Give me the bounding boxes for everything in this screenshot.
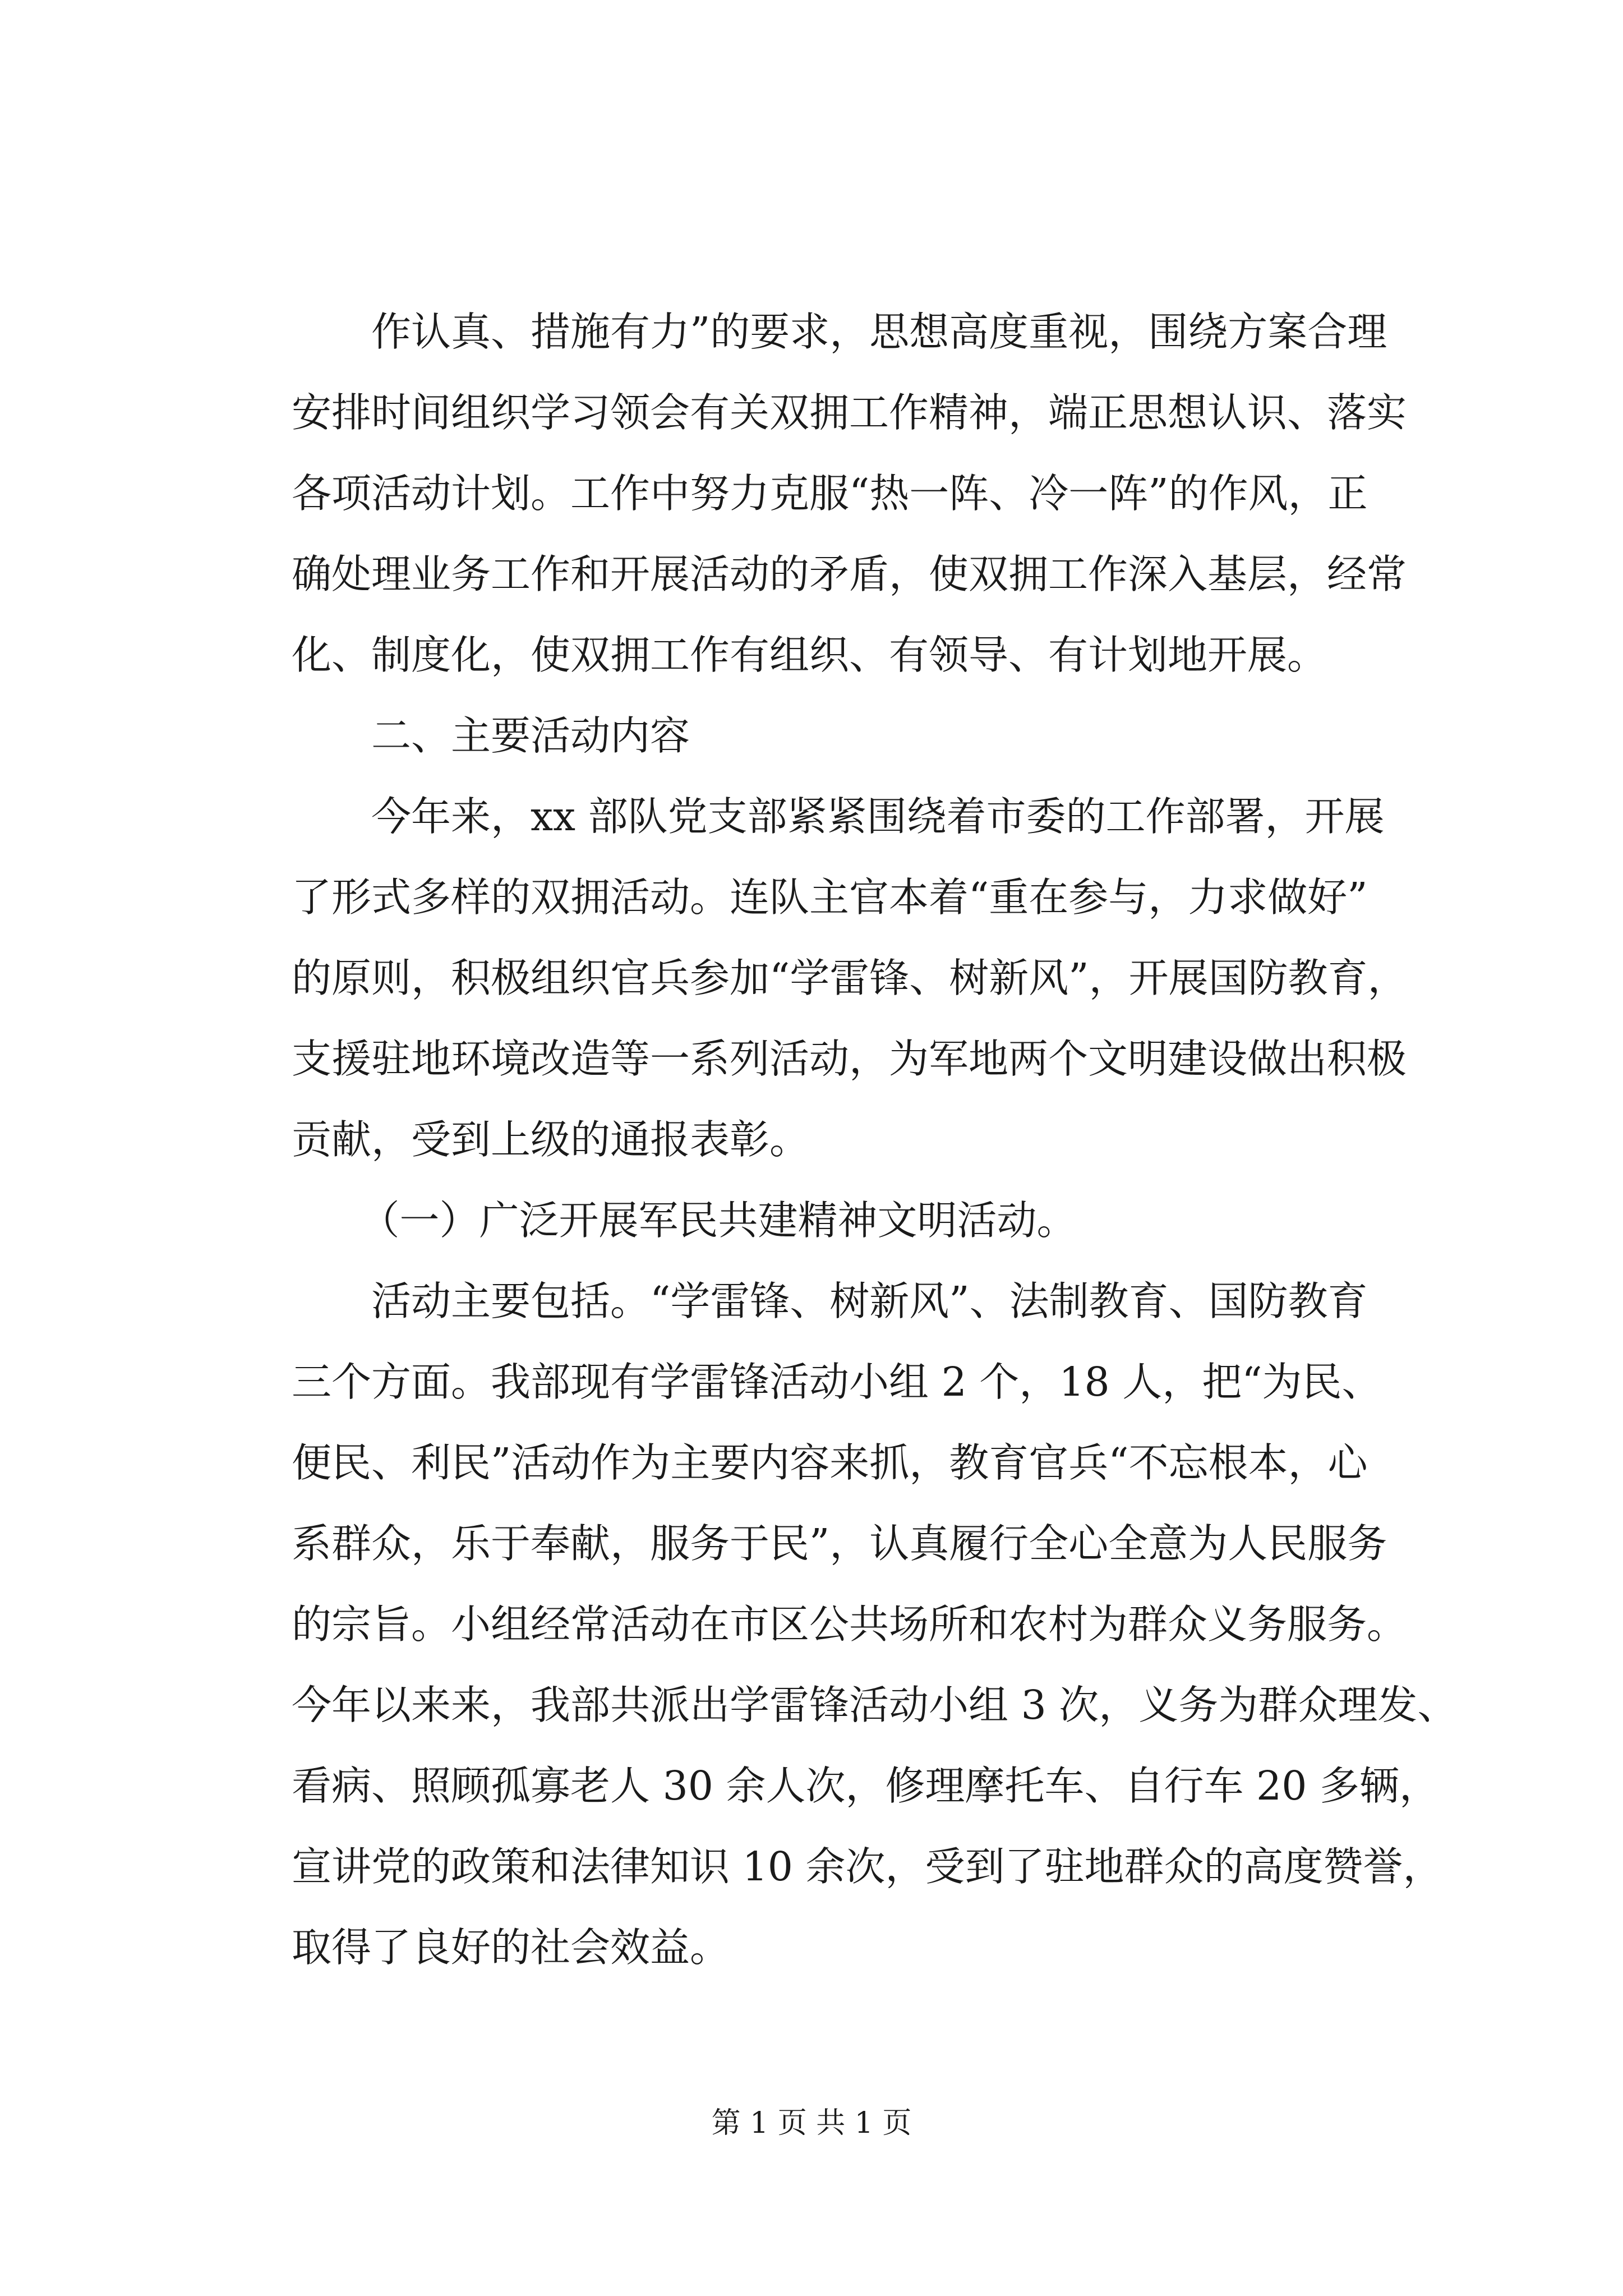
page-footer — [0, 2104, 1623, 2143]
document-body — [292, 292, 1458, 1988]
text-line: 三个方面。我部现有学雷锋活动小组 2 个，18 人，把“为民、 — [292, 1359, 1382, 1405]
text-line: 今年来，xx 部队党支部紧紧围绕着市委的工作部署，开展 — [292, 793, 1385, 840]
text-line: 作认真、措施有力”的要求，思想高度重视，围绕方案合理 — [292, 309, 1387, 355]
text-line: 各项活动计划。工作中努力克服“热一阵、冷一阵”的作风，正 — [292, 470, 1368, 517]
text-line: 便民、利民”活动作为主要内容来抓，教育官兵“不忘根本，心 — [292, 1439, 1368, 1486]
page-number: 第 1 页 共 1 页 — [711, 2106, 912, 2140]
text-line: 确处理业务工作和开展活动的矛盾，使双拥工作深入基层，经常 — [292, 551, 1407, 597]
text-line: 了形式多样的双拥活动。连队主官本着“重在参与，力求做好” — [292, 874, 1368, 921]
section-heading: 二、主要活动内容 — [292, 712, 690, 759]
text-line: 安排时间组织学习领会有关双拥工作精神，端正思想认识、落实 — [292, 389, 1407, 436]
text-line: 今年以来来，我部共派出学雷锋活动小组 3 次，义务为群众理发、 — [292, 1682, 1458, 1728]
text-line: 取得了良好的社会效益。 — [292, 1924, 730, 1971]
text-line: 系群众，乐于奉献，服务于民”，认真履行全心全意为人民服务 — [292, 1520, 1387, 1567]
text-line: 贡献，受到上级的通报表彰。 — [292, 1116, 810, 1163]
text-line: 宣讲党的政策和法律知识 10 余次，受到了驻地群众的高度赞誉， — [292, 1843, 1443, 1890]
text-line: 支援驻地环境改造等一系列活动，为军地两个文明建设做出积极 — [292, 1036, 1407, 1082]
text-line: 活动主要包括。“学雷锋、树新风”、法制教育、国防教育 — [292, 1278, 1368, 1324]
subsection-heading: （一）广泛开展军民共建精神文明活动。 — [300, 1197, 1077, 1244]
text-line: 化、制度化，使双拥工作有组织、有领导、有计划地开展。 — [292, 632, 1327, 678]
text-line: 的原则，积极组织官兵参加“学雷锋、树新风”，开展国防教育， — [292, 955, 1408, 1001]
text-line: 的宗旨。小组经常活动在市区公共场所和农村为群众义务服务。 — [292, 1601, 1407, 1648]
text-line: 看病、照顾孤寡老人 30 余人次，修理摩托车、自行车 20 多辆， — [292, 1763, 1439, 1809]
